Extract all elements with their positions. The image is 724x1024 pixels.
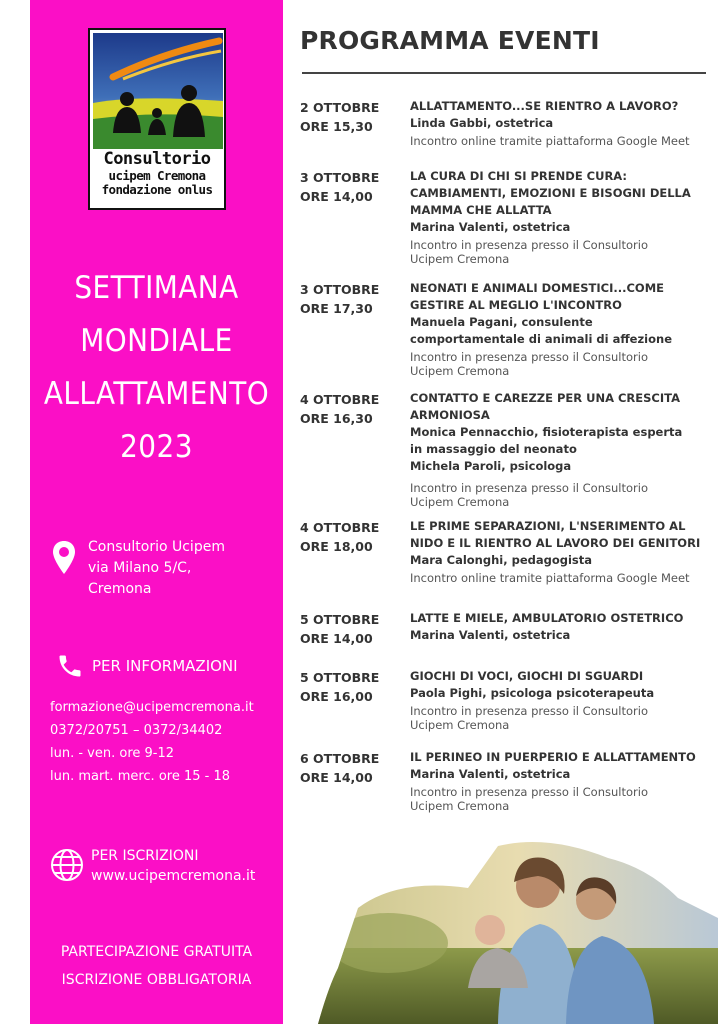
logo-line-1: Consultorio xyxy=(103,149,211,169)
logo-line-3: fondazione onlus xyxy=(101,182,213,197)
event-date xyxy=(300,280,402,318)
event-date xyxy=(300,518,402,556)
event-speaker: Marina Valenti, ostetrica xyxy=(410,220,571,234)
hours-2: lun. mart. merc. ore 15 - 18 xyxy=(50,769,231,784)
event-title: LE PRIME SEPARAZIONI, L'NSERIMENTO AL xyxy=(410,519,686,533)
contacts xyxy=(50,696,254,788)
address-line-3: Cremona xyxy=(88,581,152,597)
event-title: MAMMA CHE ALLATTA xyxy=(410,203,552,217)
logo-line-2: ucipem Cremona xyxy=(108,168,206,183)
event-location: Ucipem Cremona xyxy=(410,252,510,266)
event-location: Incontro in presenza presso il Consultorio xyxy=(410,704,648,718)
event-date xyxy=(300,668,402,706)
event-speaker: Linda Gabbi, ostetrica xyxy=(410,116,554,130)
event-location: Ucipem Cremona xyxy=(410,718,510,732)
page-title: PROGRAMMA EVENTI xyxy=(300,26,600,55)
event-title: LA CURA DI CHI SI PRENDE CURA: xyxy=(410,169,628,183)
location-pin-icon xyxy=(52,540,76,576)
event-day: 6 OTTOBRE xyxy=(300,751,380,766)
event-title: IL PERINEO IN PUERPERIO E ALLATTAMENTO xyxy=(410,750,696,764)
info-label: PER INFORMAZIONI xyxy=(92,657,238,675)
event-speaker: Manuela Pagani, consulente xyxy=(410,315,593,329)
event-date xyxy=(300,390,402,428)
event-speaker: Monica Pennacchio, fisioterapista esperta xyxy=(410,425,683,439)
event-day: 3 OTTOBRE xyxy=(300,170,380,185)
event-speaker: Marina Valenti, ostetrica xyxy=(410,767,571,781)
address-line-2: via Milano 5/C, xyxy=(88,560,192,576)
event-day: 5 OTTOBRE xyxy=(300,670,380,685)
consultorio-logo xyxy=(88,28,226,210)
event-location: Incontro in presenza presso il Consultorio xyxy=(410,785,648,799)
phone-icon xyxy=(56,652,84,680)
event-speaker: Michela Paroli, psicologa xyxy=(410,459,572,473)
footer-line-2: ISCRIZIONE OBBLIGATORIA xyxy=(61,972,252,988)
event-location: Incontro in presenza presso il Consultorio xyxy=(410,350,648,364)
phone-numbers: 0372/20751 – 0372/34402 xyxy=(50,723,223,738)
hero-line-4: 2023 xyxy=(120,429,193,465)
event-time: ORE 15,30 xyxy=(300,119,373,134)
hero-line-1: SETTIMANA xyxy=(74,270,239,306)
event-time: ORE 14,00 xyxy=(300,189,373,204)
event-time: ORE 14,00 xyxy=(300,770,373,785)
event-speaker: Marina Valenti, ostetrica xyxy=(410,628,571,642)
event-location: Incontro online tramite piattaforma Google Meet xyxy=(410,571,690,585)
event-speaker: Paola Pighi, psicologa psicoterapeuta xyxy=(410,686,655,700)
event-day: 3 OTTOBRE xyxy=(300,282,380,297)
event-title: ARMONIOSA xyxy=(410,408,490,422)
event-time: ORE 14,00 xyxy=(300,631,373,646)
logo-illustration xyxy=(93,33,223,149)
footer-line-1: PARTECIPAZIONE GRATUITA xyxy=(60,944,253,960)
event-location: Incontro online tramite piattaforma Google Meet xyxy=(410,134,690,148)
website-link[interactable]: www.ucipemcremona.it xyxy=(91,868,256,884)
event-date xyxy=(300,98,402,136)
iscrizioni xyxy=(91,846,255,886)
event-time: ORE 16,30 xyxy=(300,411,373,426)
email-link[interactable]: formazione@ucipemcremona.it xyxy=(50,700,254,715)
title-divider xyxy=(302,72,706,74)
hero-line-2: MONDIALE xyxy=(80,323,233,359)
iscrizioni-label: PER ISCRIZIONI xyxy=(91,848,199,864)
event-location: Ucipem Cremona xyxy=(410,364,510,378)
address-line-1: Consultorio Ucipem xyxy=(88,539,225,555)
event-title: GESTIRE AL MEGLIO L'INCONTRO xyxy=(410,298,622,312)
event-time: ORE 18,00 xyxy=(300,539,373,554)
event-speaker: in massaggio del neonato xyxy=(410,442,577,456)
event-day: 4 OTTOBRE xyxy=(300,520,380,535)
event-date xyxy=(300,168,402,206)
event-date xyxy=(300,749,402,787)
event-day: 4 OTTOBRE xyxy=(300,392,380,407)
event-location: Incontro in presenza presso il Consultorio xyxy=(410,238,648,252)
event-day: 5 OTTOBRE xyxy=(300,612,380,627)
event-location: Ucipem Cremona xyxy=(410,495,510,509)
event-title: GIOCHI DI VOCI, GIOCHI DI SGUARDI xyxy=(410,669,644,683)
event-title: NEONATI E ANIMALI DOMESTICI...COME xyxy=(410,281,664,295)
event-date xyxy=(300,610,402,648)
event-title: ALLATTAMENTO...SE RIENTRO A LAVORO? xyxy=(410,99,679,113)
event-location: Incontro in presenza presso il Consultorio xyxy=(410,481,648,495)
event-speaker: comportamentale di animali di affezione xyxy=(410,332,673,346)
hero-title xyxy=(30,262,283,474)
event-title: CONTATTO E CAREZZE PER UNA CRESCITA xyxy=(410,391,680,405)
address xyxy=(88,537,225,600)
event-title: LATTE E MIELE, AMBULATORIO OSTETRICO xyxy=(410,611,684,625)
event-title: NIDO E IL RIENTRO AL LAVORO DEI GENITORI xyxy=(410,536,701,550)
footer-notice xyxy=(30,938,283,994)
event-time: ORE 17,30 xyxy=(300,301,373,316)
event-day: 2 OTTOBRE xyxy=(300,100,380,115)
family-photo xyxy=(318,838,718,1024)
event-location: Ucipem Cremona xyxy=(410,799,510,813)
event-speaker: Mara Calonghi, pedagogista xyxy=(410,553,593,567)
hours-1: lun. - ven. ore 9-12 xyxy=(50,746,175,761)
event-time: ORE 16,00 xyxy=(300,689,373,704)
event-title: CAMBIAMENTI, EMOZIONI E BISOGNI DELLA xyxy=(410,186,691,200)
hero-line-3: ALLATTAMENTO xyxy=(43,376,270,412)
globe-icon xyxy=(50,848,84,882)
